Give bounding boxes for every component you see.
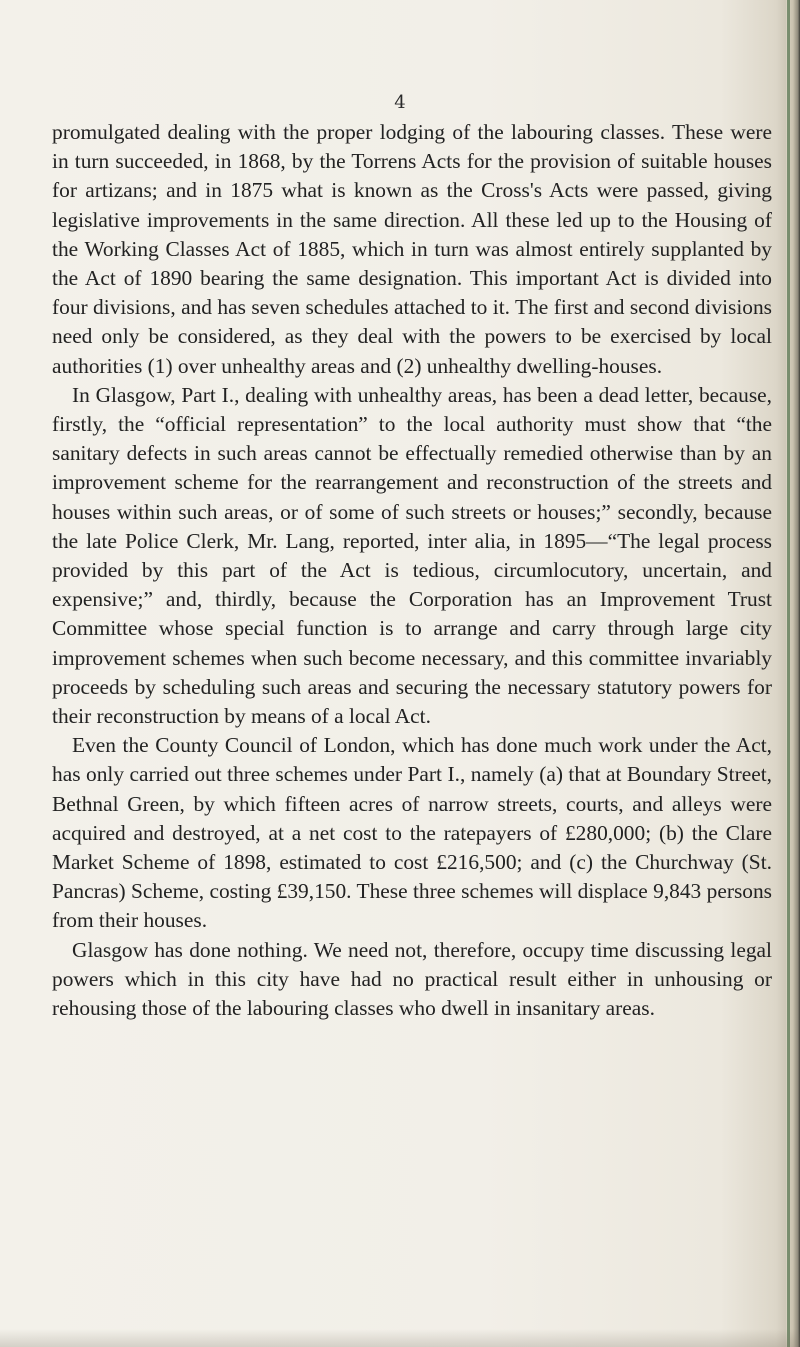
paragraph-1: promulgated dealing with the proper lodging of the labouring classes. These were in turn succeeded, in 1868, by the Torrens Acts for the provision of suitable houses for artizans; and in 1875 what is known as the Cross's Acts were passed, giving legislative improvements in the same direction. All these led up to the Housing of the Working Classes Act of 1885, which in turn was almost entirely supplanted by the Act of 1890 bearing the same designation. This important Act is divided into four divisions, and has seven schedules attached to it. The first and second divisions need only be considered, as they deal with the powers to be exercised by local authorities (1) over unhealthy areas and (2) unhealthy dwelling-houses. [52,120,772,378]
body-text [52,118,772,1023]
paragraph-4: Glasgow has done nothing. We need not, therefore, occupy time discussing legal powers which in this city have had no practical result either in unhousing or rehousing those of the labouring classes who dwell in insanitary areas. [52,937,772,1021]
page-bottom-shadow [0,1329,800,1347]
page-number: 4 [394,92,406,113]
paragraph-3: Even the County Council of London, which has done much work under the Act, has only carried out three schemes under Part I., namely (a) that at Boundary Street, Bethnal Green, by which fifteen acres of narrow streets, courts, and alleys were acquired and destroyed, at a net cost to the ratepayers of £280,000; (b) the Clare Market Scheme of 1898, estimated to cost £216,500; and (c) the Churchway (St. Pancras) Scheme, costing £39,150. These three schemes will displace 9,843 persons from their houses. [52,733,772,933]
paragraph-2: In Glasgow, Part I., dealing with unhealthy areas, has been a dead letter, because, firstly, the “official representation” to the local authority must show that “the sanitary defects in such areas cannot be effectually remedied otherwise than by an improvement scheme for the rearrangement and reconstruction of the streets and houses within such areas, or of some of such streets or houses;” secondly, because the late Police Clerk, Mr. Lang, reported, inter alia, in 1895—“The legal process provided by this part of the Act is tedious, circumlocutory, uncertain, and expensive;” and, thirdly, because the Corporation has an Improvement Trust Committee whose special function is to arrange and carry through large city improvement schemes when such become necessary, and this committee invariably proceeds by scheduling such areas and securing the necessary statutory powers for their reconstruction by means of a local Act. [52,382,772,729]
binding-edge [787,0,790,1347]
